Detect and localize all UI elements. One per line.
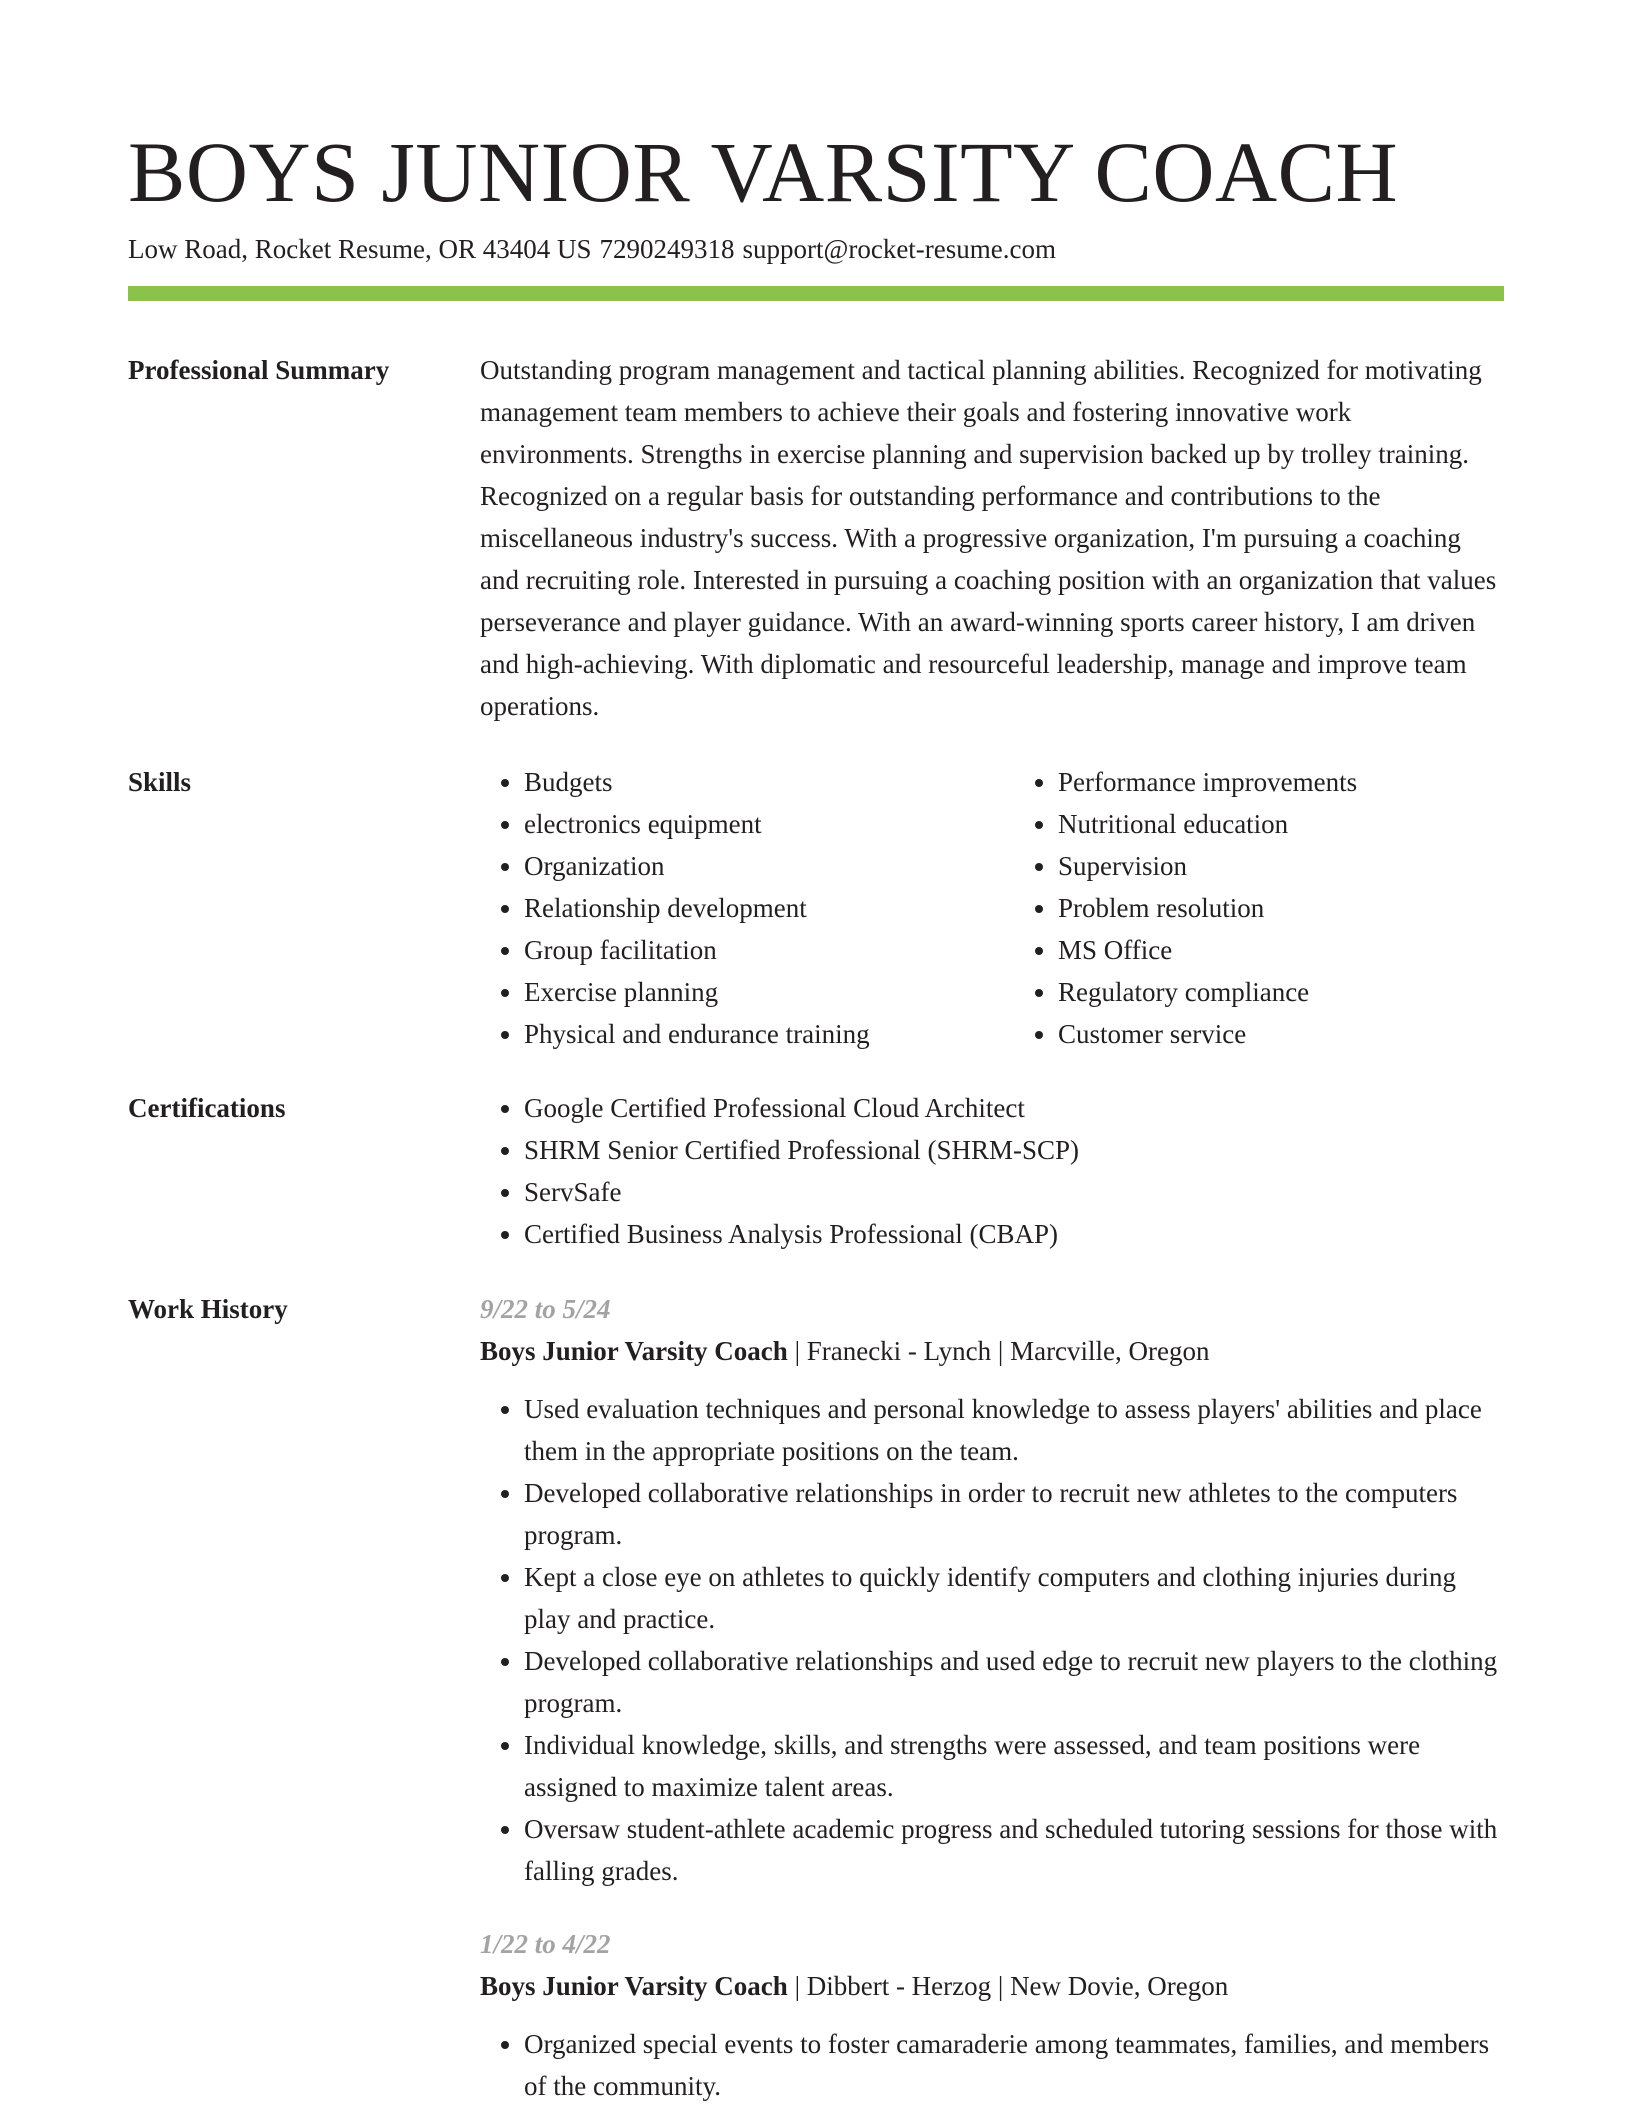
certifications-heading: Certifications <box>128 1093 286 1123</box>
contact-line <box>128 229 1056 269</box>
certification-item: • ServSafe <box>524 1171 1504 1213</box>
job-bullet: • Kept a close eye on athletes to quickly identify computers and clothing injuries during play and practice. <box>524 1556 1504 1640</box>
job-bullet: • Developed collaborative relationships and used edge to recruit new players to the clothing program. <box>524 1640 1504 1724</box>
job-location: Marcville, Oregon <box>1010 1336 1210 1366</box>
skills-list-right <box>1014 761 1504 1055</box>
job-bullet: • Used evaluation techniques and personal knowledge to assess players' abilities and place them in the appropriate positions on the team. <box>524 1388 1504 1472</box>
skill-item: • Physical and endurance training <box>524 1013 970 1055</box>
summary-heading: Professional Summary <box>128 355 390 385</box>
skill-item: • Relationship development <box>524 887 970 929</box>
skill-item: • Problem resolution <box>1058 887 1504 929</box>
job-dates: 1/22 to 4/22 <box>480 1929 611 1959</box>
job-bullets <box>480 2023 1504 2107</box>
job-bullet: • Oversaw student-athlete academic progress and scheduled tutoring sessions for those with falling grades. <box>524 1808 1504 1892</box>
skill-item: • Nutritional education <box>1058 803 1504 845</box>
job-bullets <box>480 1388 1504 1892</box>
header-divider <box>128 286 1504 301</box>
work-history-heading: Work History <box>128 1294 288 1324</box>
job-bullet: • Organized special events to foster camaraderie among teammates, families, and members of the community. <box>524 2023 1504 2107</box>
skill-item: • Group facilitation <box>524 929 970 971</box>
skills-list-left <box>480 761 970 1055</box>
contact-email: support@rocket-resume.com <box>742 234 1057 264</box>
contact-phone: 7290249318 <box>599 234 735 264</box>
skill-item: • Performance improvements <box>1058 761 1504 803</box>
certification-item: • SHRM Senior Certified Professional (SHRM-SCP) <box>524 1129 1504 1171</box>
job-location: New Dovie, Oregon <box>1010 1971 1229 2001</box>
skill-item: • Regulatory compliance <box>1058 971 1504 1013</box>
skill-item: • Customer service <box>1058 1013 1504 1055</box>
certifications-list <box>480 1087 1504 1255</box>
skill-item: • MS Office <box>1058 929 1504 971</box>
certification-item: • Google Certified Professional Cloud Architect <box>524 1087 1504 1129</box>
job-dates: 9/22 to 5/24 <box>480 1294 611 1324</box>
skill-item: • electronics equipment <box>524 803 970 845</box>
summary-text: Outstanding program management and tactical planning abilities. Recognized for motivating management team members to achieve their goals and fostering innovative work environments. Strengths in exercise planning and supervision backed up by trolley training. Recognized on a regular basis for outstanding performance and contributions to the miscellaneous industry's success. With a progressive organization, I'm pursuing a coaching and recruiting role. Interested in pursuing a coaching position with an organization that values perseverance and player guidance. With an award-winning sports career history, I am driven and high-achieving. With diplomatic and resourceful leadership, manage and improve team operations. <box>480 355 1497 721</box>
skill-item: • Budgets <box>524 761 970 803</box>
job-company: Dibbert - Herzog <box>806 1971 992 2001</box>
skills-heading: Skills <box>128 767 192 797</box>
job-bullet: • Developed collaborative relationships in order to recruit new athletes to the computers program. <box>524 1472 1504 1556</box>
candidate-name: BOYS JUNIOR VARSITY COACH <box>128 124 1399 220</box>
skill-item: • Exercise planning <box>524 971 970 1013</box>
skill-item: • Organization <box>524 845 970 887</box>
job-entry <box>480 1923 1504 2107</box>
certification-item: • Certified Business Analysis Professional (CBAP) <box>524 1213 1504 1255</box>
job-heading: Boys Junior Varsity Coach | Dibbert - Herzog | New Dovie, Oregon <box>480 1971 1229 2001</box>
skill-item: • Supervision <box>1058 845 1504 887</box>
job-title: Boys Junior Varsity Coach <box>480 1336 788 1366</box>
job-heading: Boys Junior Varsity Coach | Franecki - Lynch | Marcville, Oregon <box>480 1336 1210 1366</box>
contact-address: Low Road, Rocket Resume, OR 43404 US <box>128 234 592 264</box>
job-entry <box>480 1288 1504 1892</box>
job-company: Franecki - Lynch <box>806 1336 992 1366</box>
job-bullet: • Individual knowledge, skills, and strengths were assessed, and team positions were assigned to maximize talent areas. <box>524 1724 1504 1808</box>
job-title: Boys Junior Varsity Coach <box>480 1971 788 2001</box>
